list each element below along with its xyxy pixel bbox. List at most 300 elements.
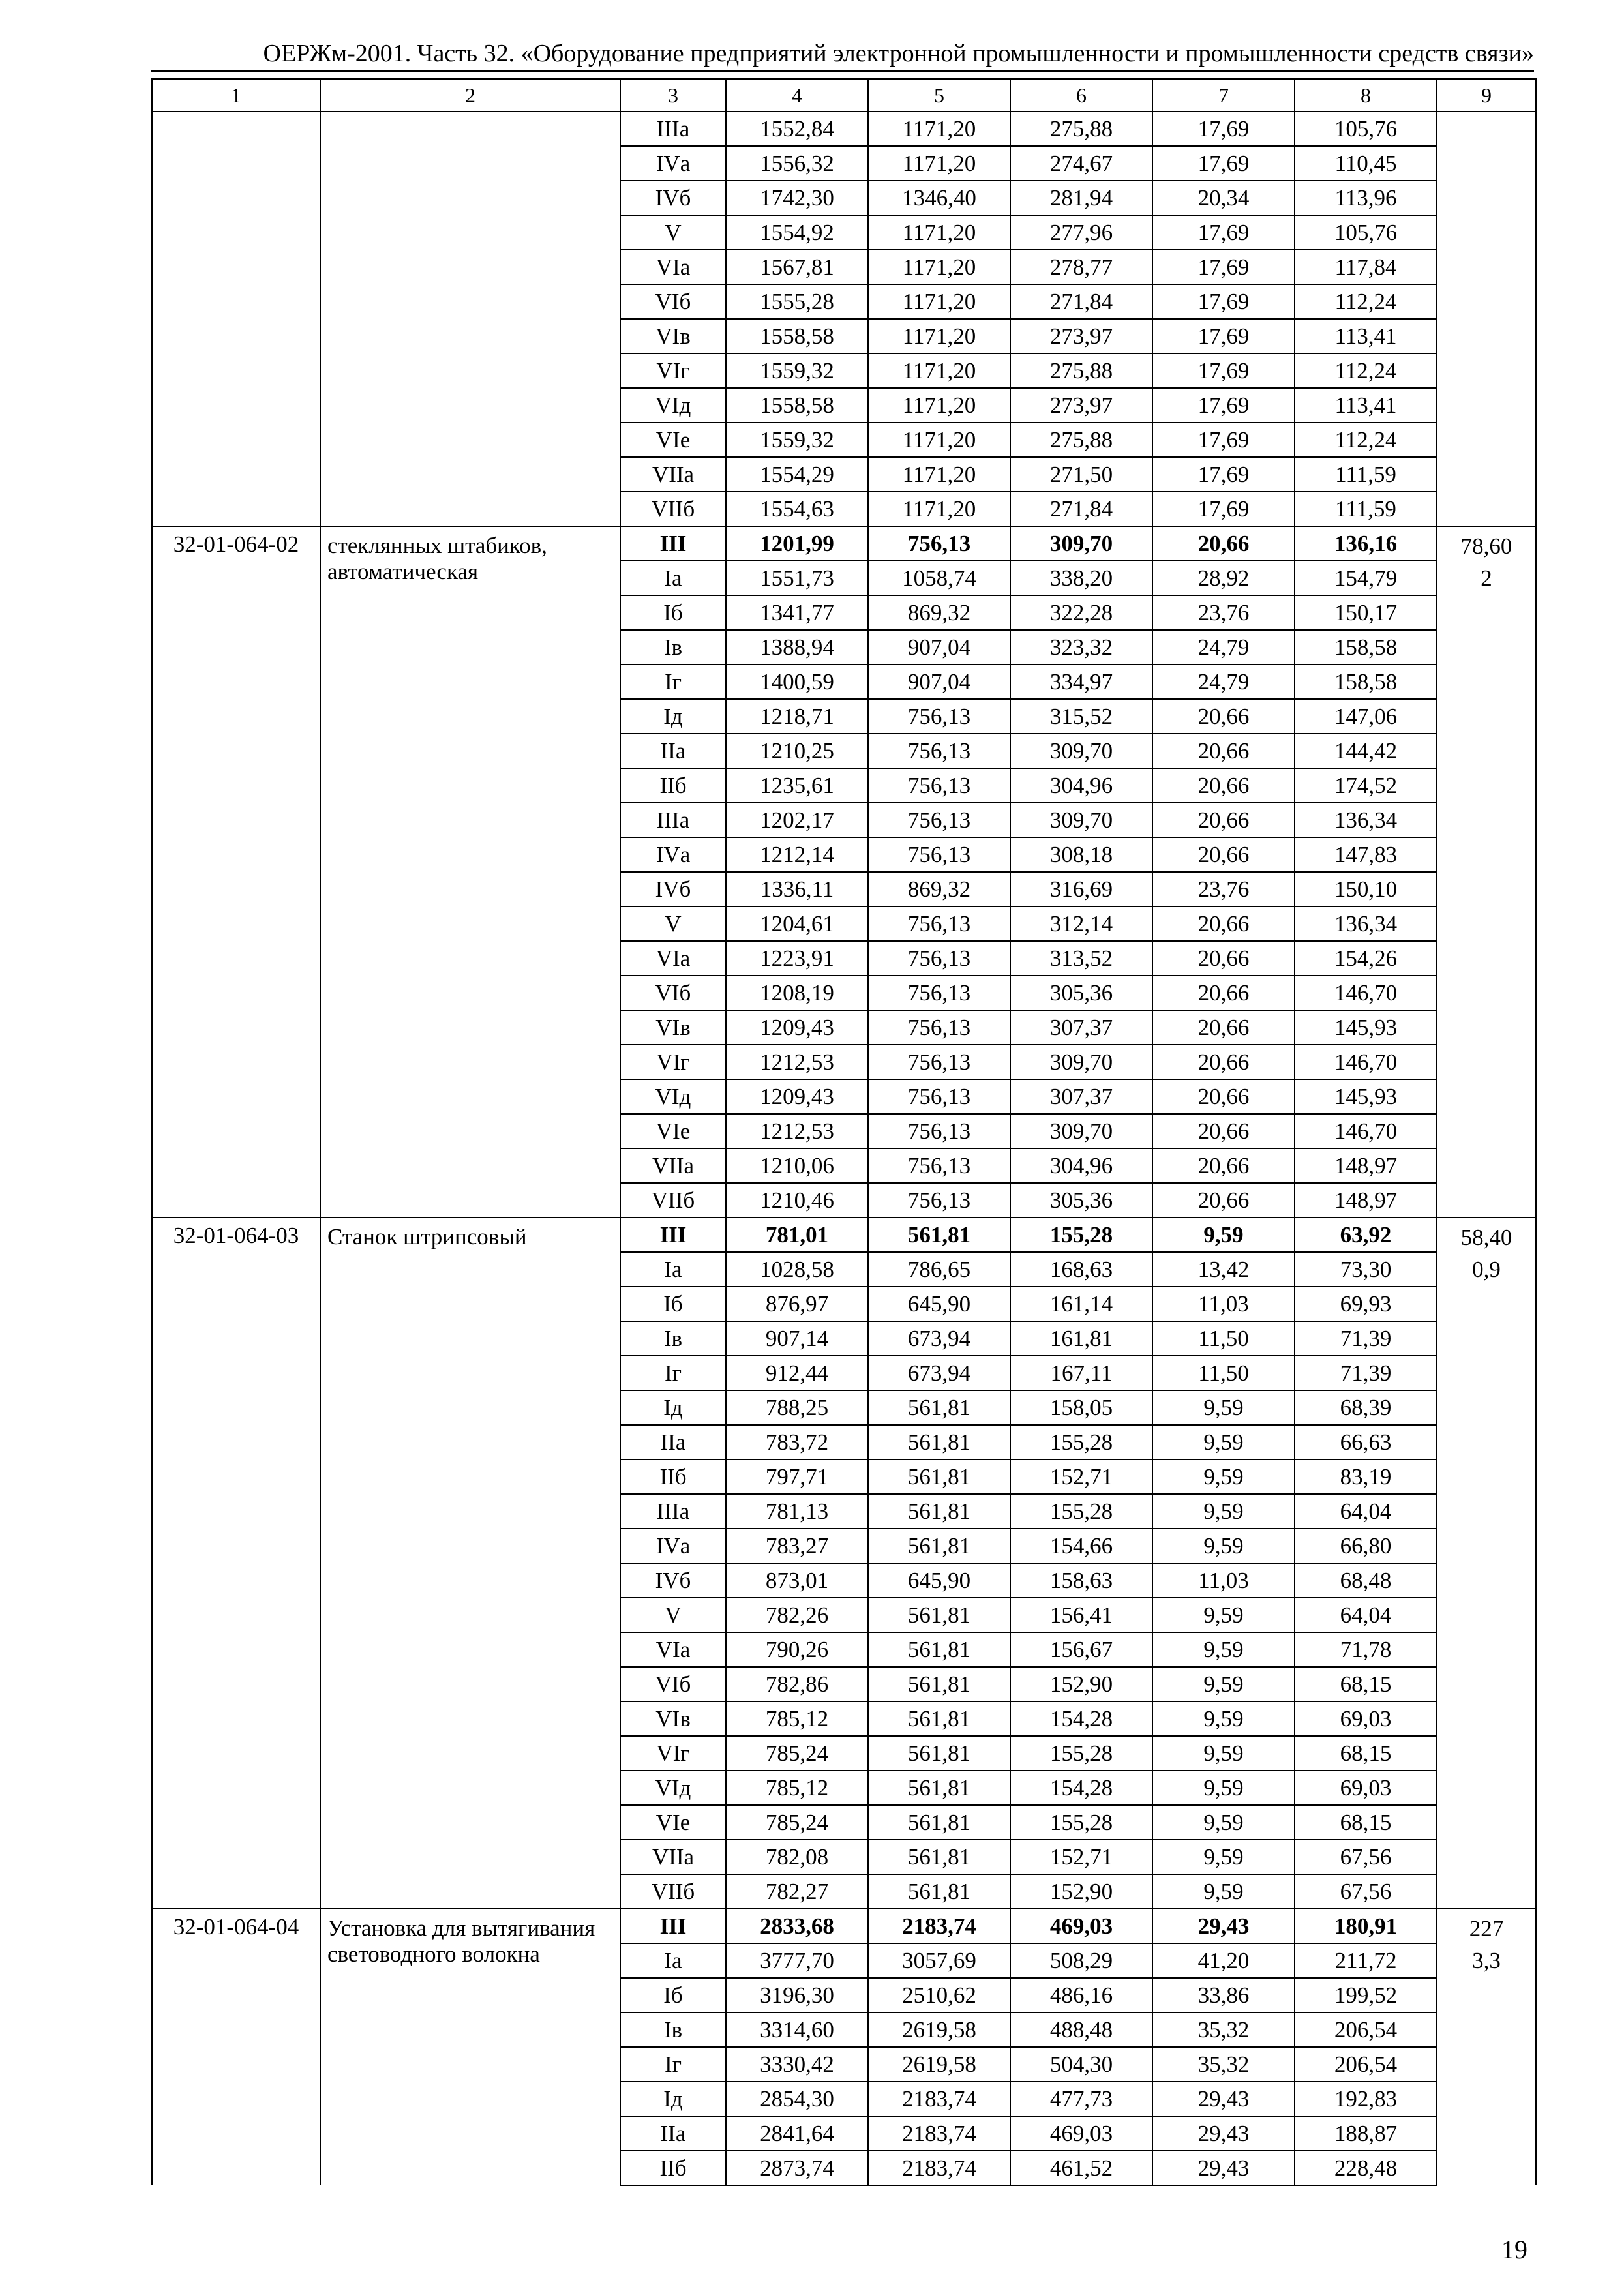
machinist-wages: 20,66 — [1152, 1079, 1295, 1114]
zone-cell: VIа — [620, 941, 726, 976]
machine-operation: 155,28 — [1010, 1805, 1152, 1840]
machine-operation: 152,90 — [1010, 1667, 1152, 1701]
zone-cell: IIб — [620, 2151, 726, 2185]
machine-operation: 309,70 — [1010, 803, 1152, 837]
machine-operation: 155,28 — [1010, 1494, 1152, 1529]
column-number: 5 — [868, 79, 1010, 112]
machine-operation: 275,88 — [1010, 112, 1152, 146]
wages: 756,13 — [868, 768, 1010, 803]
wages: 1171,20 — [868, 112, 1010, 146]
machinist-wages: 11,03 — [1152, 1563, 1295, 1598]
total-cost: 1210,25 — [726, 734, 868, 768]
materials: 145,93 — [1295, 1010, 1437, 1045]
machinist-wages: 20,66 — [1152, 803, 1295, 837]
materials: 158,58 — [1295, 665, 1437, 699]
materials: 158,58 — [1295, 630, 1437, 665]
machine-operation: 304,96 — [1010, 768, 1152, 803]
zone-cell: IVа — [620, 1529, 726, 1563]
materials: 192,83 — [1295, 2082, 1437, 2116]
zone-cell: IVа — [620, 146, 726, 181]
table-row — [152, 1218, 1536, 1252]
machinist-wages: 17,69 — [1152, 250, 1295, 284]
machine-operation: 312,14 — [1010, 906, 1152, 941]
materials: 136,16 — [1295, 526, 1437, 561]
machinist-wages: 9,59 — [1152, 1218, 1295, 1252]
materials: 73,30 — [1295, 1252, 1437, 1287]
column-number: 2 — [320, 79, 620, 112]
machinist-wages: 23,76 — [1152, 595, 1295, 630]
materials: 113,41 — [1295, 319, 1437, 353]
machinist-wages: 20,66 — [1152, 1183, 1295, 1218]
machine-operation: 305,36 — [1010, 976, 1152, 1010]
machine-operation: 334,97 — [1010, 665, 1152, 699]
table-row — [152, 526, 1536, 561]
total-cost: 1028,58 — [726, 1252, 868, 1287]
machinist-wages: 29,43 — [1152, 2151, 1295, 2185]
machine-operation: 309,70 — [1010, 526, 1152, 561]
machine-operation: 155,28 — [1010, 1425, 1152, 1459]
machinist-wages: 9,59 — [1152, 1771, 1295, 1805]
machinist-wages: 13,42 — [1152, 1252, 1295, 1287]
machinist-wages: 20,66 — [1152, 768, 1295, 803]
machine-operation: 154,28 — [1010, 1771, 1152, 1805]
zone-cell: VIIб — [620, 492, 726, 526]
materials: 147,83 — [1295, 837, 1437, 872]
total-cost: 790,26 — [726, 1632, 868, 1667]
zone-cell: III — [620, 1218, 726, 1252]
zone-cell: VIд — [620, 1771, 726, 1805]
machinist-wages: 9,59 — [1152, 1494, 1295, 1529]
machinist-wages: 20,66 — [1152, 837, 1295, 872]
wages: 756,13 — [868, 803, 1010, 837]
machine-operation: 152,90 — [1010, 1874, 1152, 1909]
machinist-wages: 20,66 — [1152, 1045, 1295, 1079]
machinist-wages: 17,69 — [1152, 146, 1295, 181]
total-cost: 1208,19 — [726, 976, 868, 1010]
zone-cell: Iв — [620, 1321, 726, 1356]
wages: 561,81 — [868, 1598, 1010, 1632]
wages: 673,94 — [868, 1321, 1010, 1356]
machine-operation: 152,71 — [1010, 1459, 1152, 1494]
total-cost: 1555,28 — [726, 284, 868, 319]
machine-operation: 307,37 — [1010, 1010, 1152, 1045]
materials: 145,93 — [1295, 1079, 1437, 1114]
labor-costs — [1437, 112, 1535, 146]
machine-operation: 313,52 — [1010, 941, 1152, 976]
machine-operation: 304,96 — [1010, 1148, 1152, 1183]
total-cost: 781,13 — [726, 1494, 868, 1529]
zone-cell: VIг — [620, 353, 726, 388]
materials: 68,39 — [1295, 1390, 1437, 1425]
wages: 561,81 — [868, 1667, 1010, 1701]
materials: 71,39 — [1295, 1356, 1437, 1390]
zone-cell: Iв — [620, 630, 726, 665]
zone-cell: Iб — [620, 595, 726, 630]
machinist-wages: 41,20 — [1152, 1943, 1295, 1978]
machinist-wages: 17,69 — [1152, 492, 1295, 526]
total-cost: 1558,58 — [726, 319, 868, 353]
zone-cell: IVб — [620, 1563, 726, 1598]
materials: 105,76 — [1295, 112, 1437, 146]
materials: 206,54 — [1295, 2047, 1437, 2082]
wages: 756,13 — [868, 699, 1010, 734]
materials: 111,59 — [1295, 457, 1437, 492]
total-cost: 3196,30 — [726, 1978, 868, 2012]
machine-operation: 508,29 — [1010, 1943, 1152, 1978]
zone-cell: IVб — [620, 872, 726, 906]
zone-cell: Iв — [620, 2012, 726, 2047]
zone-cell: IVб — [620, 181, 726, 215]
wages: 1171,20 — [868, 457, 1010, 492]
machinist-wages: 23,76 — [1152, 872, 1295, 906]
total-cost: 797,71 — [726, 1459, 868, 1494]
wages: 2619,58 — [868, 2012, 1010, 2047]
total-cost: 1554,92 — [726, 215, 868, 250]
column-number: 9 — [1437, 79, 1536, 112]
machinist-wages: 9,59 — [1152, 1805, 1295, 1840]
machine-operation: 308,18 — [1010, 837, 1152, 872]
wages: 1171,20 — [868, 353, 1010, 388]
materials: 112,24 — [1295, 423, 1437, 457]
zone-cell: VIIа — [620, 1148, 726, 1183]
machinist-wages: 28,92 — [1152, 561, 1295, 595]
materials: 63,92 — [1295, 1218, 1437, 1252]
machine-operation: 274,67 — [1010, 146, 1152, 181]
total-cost: 1559,32 — [726, 353, 868, 388]
machinist-wages: 29,43 — [1152, 2116, 1295, 2151]
machinist-wages: 20,66 — [1152, 526, 1295, 561]
machine-operation: 156,67 — [1010, 1632, 1152, 1667]
machinist-wages: 35,32 — [1152, 2047, 1295, 2082]
wages: 756,13 — [868, 1183, 1010, 1218]
wages: 561,81 — [868, 1218, 1010, 1252]
machine-operation: 477,73 — [1010, 2082, 1152, 2116]
total-cost: 1218,71 — [726, 699, 868, 734]
total-cost: 1388,94 — [726, 630, 868, 665]
total-cost: 3314,60 — [726, 2012, 868, 2047]
machinist-wages: 9,59 — [1152, 1425, 1295, 1459]
column-number: 7 — [1152, 79, 1295, 112]
machinist-wages: 17,69 — [1152, 457, 1295, 492]
zone-cell: Iа — [620, 561, 726, 595]
wages: 1171,20 — [868, 319, 1010, 353]
materials: 150,17 — [1295, 595, 1437, 630]
machinist-wages: 20,66 — [1152, 941, 1295, 976]
machinist-wages: 17,69 — [1152, 112, 1295, 146]
total-cost: 1212,53 — [726, 1045, 868, 1079]
zone-cell: Iа — [620, 1252, 726, 1287]
materials: 66,80 — [1295, 1529, 1437, 1563]
machine-operation: 154,66 — [1010, 1529, 1152, 1563]
labor-costs: 58,40 — [1460, 1225, 1512, 1250]
materials: 150,10 — [1295, 872, 1437, 906]
machinist-wages: 20,66 — [1152, 1114, 1295, 1148]
total-cost: 907,14 — [726, 1321, 868, 1356]
materials: 69,93 — [1295, 1287, 1437, 1321]
machinist-wages: 35,32 — [1152, 2012, 1295, 2047]
machinist-wages: 9,59 — [1152, 1598, 1295, 1632]
total-cost: 1400,59 — [726, 665, 868, 699]
wages: 756,13 — [868, 976, 1010, 1010]
table-row — [152, 112, 1536, 146]
machinist-wages: 17,69 — [1152, 215, 1295, 250]
machinist-wages: 9,59 — [1152, 1632, 1295, 1667]
zone-cell: VIIб — [620, 1183, 726, 1218]
wages: 2183,74 — [868, 2116, 1010, 2151]
column-number: 8 — [1295, 79, 1437, 112]
machinist-wages: 20,66 — [1152, 906, 1295, 941]
machine-operation: 271,50 — [1010, 457, 1152, 492]
machine-operation: 167,11 — [1010, 1356, 1152, 1390]
machine-operation: 278,77 — [1010, 250, 1152, 284]
total-cost: 3330,42 — [726, 2047, 868, 2082]
materials: 148,97 — [1295, 1183, 1437, 1218]
machine-operation: 154,28 — [1010, 1701, 1152, 1736]
materials: 146,70 — [1295, 976, 1437, 1010]
materials: 113,96 — [1295, 181, 1437, 215]
wages: 561,81 — [868, 1840, 1010, 1874]
machine-operation: 152,71 — [1010, 1840, 1152, 1874]
zone-cell: IIб — [620, 1459, 726, 1494]
wages: 756,13 — [868, 941, 1010, 976]
machinist-wages: 9,59 — [1152, 1667, 1295, 1701]
materials: 71,39 — [1295, 1321, 1437, 1356]
materials: 111,59 — [1295, 492, 1437, 526]
zone-cell: VIг — [620, 1736, 726, 1771]
column-number: 3 — [620, 79, 726, 112]
materials: 69,03 — [1295, 1771, 1437, 1805]
wages: 907,04 — [868, 630, 1010, 665]
machinist-wages: 9,59 — [1152, 1840, 1295, 1874]
total-cost: 1559,32 — [726, 423, 868, 457]
wages: 1346,40 — [868, 181, 1010, 215]
zone-cell: VIг — [620, 1045, 726, 1079]
total-cost: 1212,14 — [726, 837, 868, 872]
machinist-wages: 11,50 — [1152, 1356, 1295, 1390]
total-cost: 1556,32 — [726, 146, 868, 181]
machinist-wages: 9,59 — [1152, 1459, 1295, 1494]
total-cost: 788,25 — [726, 1390, 868, 1425]
wages: 756,13 — [868, 1148, 1010, 1183]
total-cost: 1212,53 — [726, 1114, 868, 1148]
total-cost: 1210,06 — [726, 1148, 868, 1183]
wages: 1171,20 — [868, 492, 1010, 526]
materials: 136,34 — [1295, 906, 1437, 941]
wages: 561,81 — [868, 1425, 1010, 1459]
materials: 117,84 — [1295, 250, 1437, 284]
rate-code: 32-01-064-03 — [152, 1218, 320, 1909]
zone-cell: VIа — [620, 250, 726, 284]
total-cost: 1204,61 — [726, 906, 868, 941]
zone-cell: Iг — [620, 665, 726, 699]
total-cost: 1202,17 — [726, 803, 868, 837]
wages: 561,81 — [868, 1771, 1010, 1805]
equipment-name: стеклянных штабиков, автоматическая — [320, 526, 620, 1218]
total-cost: 782,86 — [726, 1667, 868, 1701]
machinist-wages: 9,59 — [1152, 1390, 1295, 1425]
zone-cell: IIIа — [620, 803, 726, 837]
zone-cell: VIд — [620, 1079, 726, 1114]
total-cost: 873,01 — [726, 1563, 868, 1598]
total-cost: 912,44 — [726, 1356, 868, 1390]
machinist-labor: 0,9 — [1472, 1257, 1501, 1282]
materials: 146,70 — [1295, 1114, 1437, 1148]
machinist-wages: 11,50 — [1152, 1321, 1295, 1356]
machine-operation: 322,28 — [1010, 595, 1152, 630]
total-cost: 1210,46 — [726, 1183, 868, 1218]
machinist-wages: 20,66 — [1152, 734, 1295, 768]
machinist-wages: 9,59 — [1152, 1874, 1295, 1909]
machinist-labor: 3,3 — [1472, 1948, 1501, 1973]
materials: 180,91 — [1295, 1909, 1437, 1943]
wages: 756,13 — [868, 1045, 1010, 1079]
zone-cell: V — [620, 215, 726, 250]
machine-operation: 271,84 — [1010, 284, 1152, 319]
zone-cell: Iд — [620, 1390, 726, 1425]
total-cost: 785,12 — [726, 1771, 868, 1805]
total-cost: 1223,91 — [726, 941, 868, 976]
materials: 66,63 — [1295, 1425, 1437, 1459]
materials: 174,52 — [1295, 768, 1437, 803]
rate-code: 32-01-064-04 — [152, 1909, 320, 2185]
zone-cell: IIIа — [620, 1494, 726, 1529]
materials: 67,56 — [1295, 1840, 1437, 1874]
machine-operation: 469,03 — [1010, 1909, 1152, 1943]
equipment-name: Установка для вытягивания световодного волокна — [320, 1909, 620, 2185]
wages: 673,94 — [868, 1356, 1010, 1390]
total-cost: 785,24 — [726, 1736, 868, 1771]
wages: 561,81 — [868, 1632, 1010, 1667]
wages: 561,81 — [868, 1459, 1010, 1494]
materials: 69,03 — [1295, 1701, 1437, 1736]
machine-operation: 156,41 — [1010, 1598, 1152, 1632]
rate-code — [152, 112, 320, 526]
wages: 561,81 — [868, 1390, 1010, 1425]
table-row — [152, 1909, 1536, 1943]
zone-cell: VIа — [620, 1632, 726, 1667]
wages: 1171,20 — [868, 146, 1010, 181]
labor-costs: 227 — [1469, 1916, 1504, 1941]
zone-cell: Iг — [620, 2047, 726, 2082]
wages: 2183,74 — [868, 2082, 1010, 2116]
materials: 211,72 — [1295, 1943, 1437, 1978]
wages: 1058,74 — [868, 561, 1010, 595]
machine-operation: 273,97 — [1010, 319, 1152, 353]
materials: 67,56 — [1295, 1874, 1437, 1909]
materials: 146,70 — [1295, 1045, 1437, 1079]
materials: 83,19 — [1295, 1459, 1437, 1494]
zone-cell: Iд — [620, 699, 726, 734]
materials: 71,78 — [1295, 1632, 1437, 1667]
total-cost: 785,24 — [726, 1805, 868, 1840]
wages: 756,13 — [868, 906, 1010, 941]
zone-cell: VIв — [620, 1010, 726, 1045]
wages: 1171,20 — [868, 284, 1010, 319]
machinist-wages: 9,59 — [1152, 1701, 1295, 1736]
materials: 113,41 — [1295, 388, 1437, 423]
machine-operation: 275,88 — [1010, 423, 1152, 457]
zone-cell: III — [620, 526, 726, 561]
machinist-wages: 17,69 — [1152, 423, 1295, 457]
total-cost: 785,12 — [726, 1701, 868, 1736]
machinist-labor: 2 — [1481, 565, 1492, 591]
total-cost: 1551,73 — [726, 561, 868, 595]
machinist-wages: 20,66 — [1152, 976, 1295, 1010]
wages: 561,81 — [868, 1874, 1010, 1909]
machine-operation: 155,28 — [1010, 1218, 1152, 1252]
machine-operation: 155,28 — [1010, 1736, 1152, 1771]
materials: 144,42 — [1295, 734, 1437, 768]
wages: 756,13 — [868, 1114, 1010, 1148]
machine-operation: 469,03 — [1010, 2116, 1152, 2151]
zone-cell: VIб — [620, 976, 726, 1010]
machine-operation: 504,30 — [1010, 2047, 1152, 2082]
machine-operation: 338,20 — [1010, 561, 1152, 595]
total-cost: 1209,43 — [726, 1010, 868, 1045]
materials: 112,24 — [1295, 284, 1437, 319]
materials: 154,26 — [1295, 941, 1437, 976]
machinist-wages: 29,43 — [1152, 1909, 1295, 1943]
wages: 561,81 — [868, 1494, 1010, 1529]
materials: 110,45 — [1295, 146, 1437, 181]
total-cost: 1567,81 — [726, 250, 868, 284]
machinist-wages: 20,34 — [1152, 181, 1295, 215]
materials: 64,04 — [1295, 1494, 1437, 1529]
total-cost: 783,72 — [726, 1425, 868, 1459]
zone-cell: IIа — [620, 2116, 726, 2151]
running-header — [151, 38, 1534, 72]
total-cost: 1742,30 — [726, 181, 868, 215]
total-cost: 782,26 — [726, 1598, 868, 1632]
total-cost: 3777,70 — [726, 1943, 868, 1978]
wages: 561,81 — [868, 1805, 1010, 1840]
total-cost: 1558,58 — [726, 388, 868, 423]
rates-table — [151, 78, 1537, 2186]
machinist-wages: 11,03 — [1152, 1287, 1295, 1321]
wages: 756,13 — [868, 1010, 1010, 1045]
wages: 869,32 — [868, 595, 1010, 630]
machine-operation: 309,70 — [1010, 1114, 1152, 1148]
machinist-wages: 29,43 — [1152, 2082, 1295, 2116]
wages: 907,04 — [868, 665, 1010, 699]
zone-cell: VIб — [620, 1667, 726, 1701]
machine-operation: 486,16 — [1010, 1978, 1152, 2012]
column-number-row — [152, 79, 1536, 112]
zone-cell: IIа — [620, 734, 726, 768]
machine-operation: 323,32 — [1010, 630, 1152, 665]
machine-operation: 461,52 — [1010, 2151, 1152, 2185]
total-cost: 876,97 — [726, 1287, 868, 1321]
machine-operation: 315,52 — [1010, 699, 1152, 734]
wages: 2183,74 — [868, 2151, 1010, 2185]
total-cost: 1336,11 — [726, 872, 868, 906]
zone-cell: VIб — [620, 284, 726, 319]
machine-operation: 305,36 — [1010, 1183, 1152, 1218]
materials: 206,54 — [1295, 2012, 1437, 2047]
wages: 786,65 — [868, 1252, 1010, 1287]
column-number: 4 — [726, 79, 868, 112]
machine-operation: 316,69 — [1010, 872, 1152, 906]
machine-operation: 168,63 — [1010, 1252, 1152, 1287]
total-cost: 783,27 — [726, 1529, 868, 1563]
total-cost: 2841,64 — [726, 2116, 868, 2151]
materials: 199,52 — [1295, 1978, 1437, 2012]
materials: 147,06 — [1295, 699, 1437, 734]
materials: 64,04 — [1295, 1598, 1437, 1632]
total-cost: 1341,77 — [726, 595, 868, 630]
machine-operation: 307,37 — [1010, 1079, 1152, 1114]
equipment-name — [320, 112, 620, 526]
